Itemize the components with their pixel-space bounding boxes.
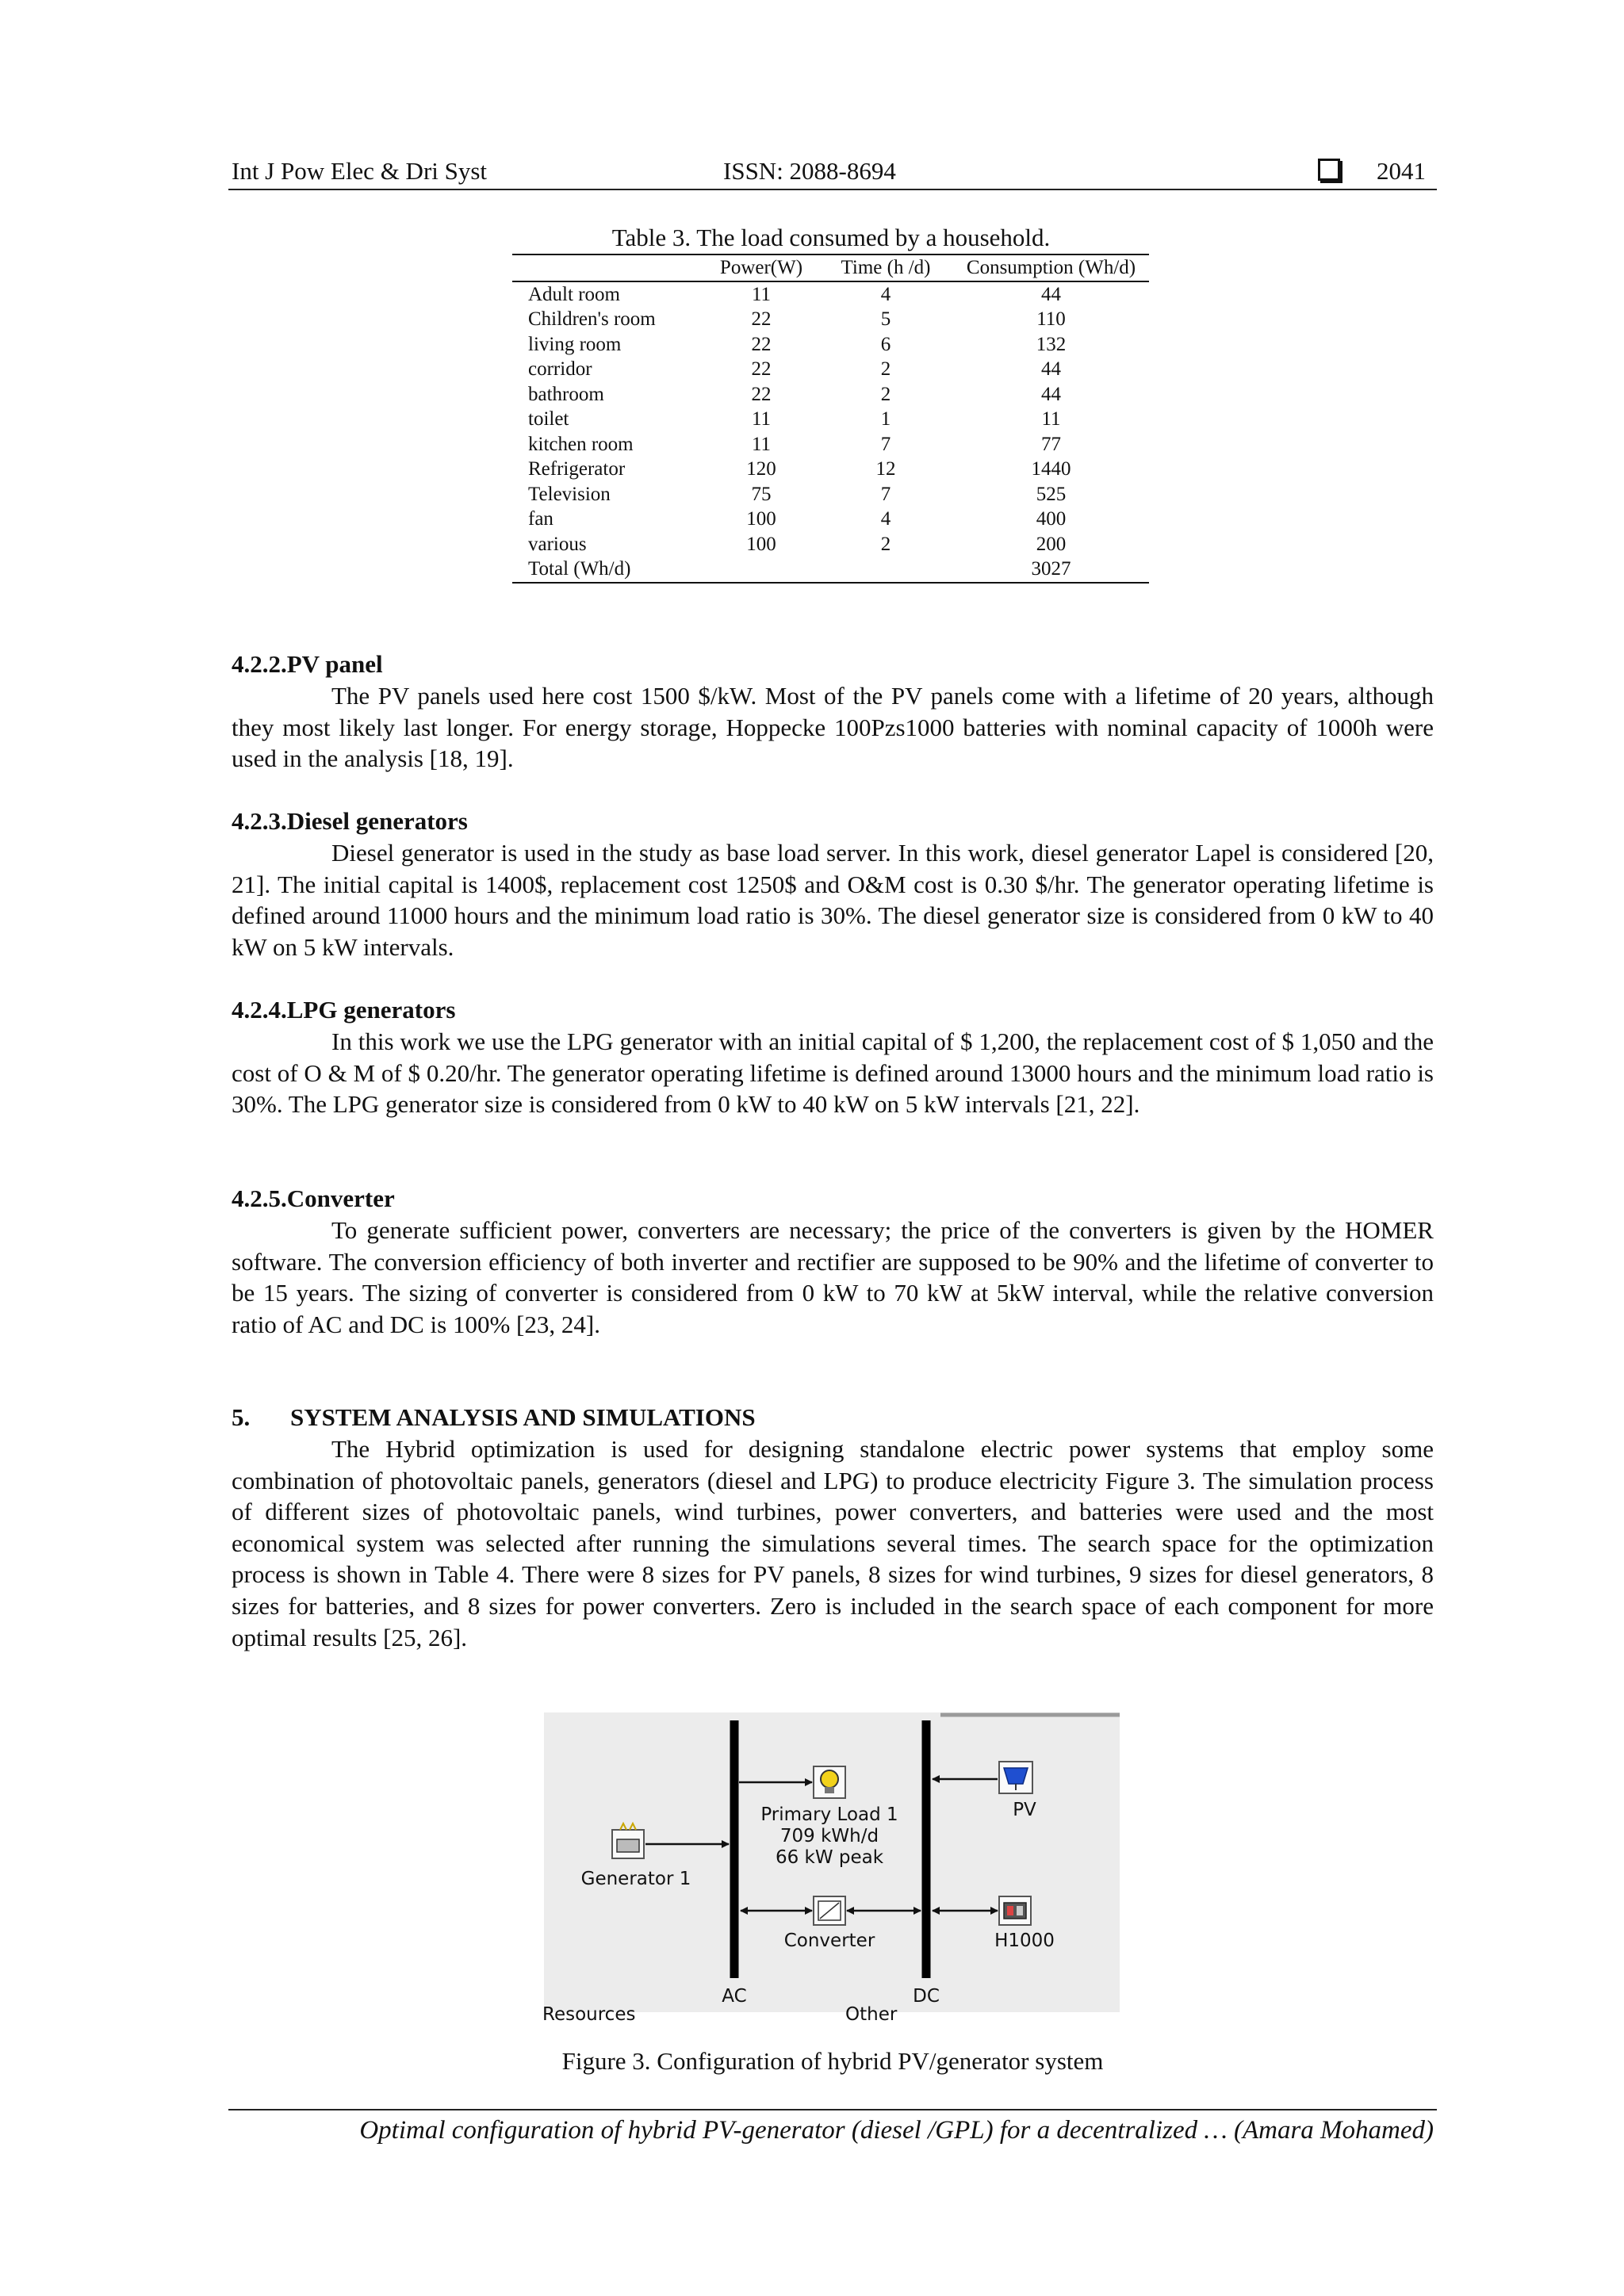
table-cell: 11 bbox=[751, 283, 772, 305]
table-cell: 120 bbox=[746, 458, 776, 480]
section-title: SYSTEM ANALYSIS AND SIMULATIONS bbox=[290, 1403, 756, 1431]
table-row bbox=[512, 507, 1149, 532]
table-cell: 22 bbox=[751, 358, 772, 380]
paragraph-analysis: The Hybrid optimization is used for designing standalone electric power systems that employ some combination of photovoltaic panels, generators (diesel and LPG) to produce electricity Figure 3. The simulation process of different sizes of photovoltaic panels, wind turbines, power converters, and batteries were used and the most economical system was selected after running the simulations several times. The search space for the optimization process is shown in Table 4. There were 8 sizes for PV panels, 8 sizes for wind turbines, 9 sizes for diesel generators, 8 sizes for batteries, and 8 sizes for power converters. Zero is included in the search space of each component for more optimal results [25, 26]. bbox=[232, 1435, 1434, 1651]
section-heading-converter: 4.2.5.Converter bbox=[232, 1184, 395, 1212]
table-cell: 11 bbox=[751, 433, 772, 455]
footer-rule bbox=[228, 2109, 1437, 2110]
table-row bbox=[512, 281, 1149, 308]
table-cell: 2 bbox=[880, 533, 891, 555]
table-cell: 6 bbox=[880, 333, 891, 355]
table-cell: 100 bbox=[746, 508, 776, 530]
row-label: corridor bbox=[528, 358, 592, 380]
figure-3-diagram bbox=[542, 1712, 1120, 2025]
figure-caption: Figure 3. Configuration of hybrid PV/generator system bbox=[561, 2047, 1104, 2075]
table-row bbox=[512, 407, 1149, 432]
table-cell: 132 bbox=[1036, 333, 1067, 355]
table-cell: 110 bbox=[1036, 308, 1066, 330]
issn: ISSN: 2088-8694 bbox=[723, 157, 896, 185]
table-cell: 11 bbox=[751, 408, 772, 430]
load-energy-label: 709 kWh/d bbox=[779, 1826, 879, 1846]
table-cell: 77 bbox=[1041, 433, 1061, 455]
table-cell: 525 bbox=[1036, 483, 1067, 505]
journal-name: Int J Pow Elec & Dri Syst bbox=[232, 157, 488, 185]
row-label: fan bbox=[528, 508, 553, 530]
section-heading-diesel: 4.2.3.Diesel generators bbox=[232, 807, 468, 835]
table-cell: 44 bbox=[1041, 383, 1061, 405]
table-cell: 1440 bbox=[1031, 458, 1071, 480]
row-label: kitchen room bbox=[528, 433, 634, 455]
other-label-cut: Other bbox=[845, 2004, 898, 2025]
table-cell: 2 bbox=[880, 358, 891, 380]
table-row bbox=[512, 482, 1149, 507]
header-rule bbox=[228, 189, 1437, 190]
header-box-icon bbox=[1318, 155, 1340, 187]
converter-icon bbox=[814, 1896, 845, 1925]
table-cell: 7 bbox=[880, 433, 891, 455]
row-label: Children's room bbox=[528, 308, 656, 330]
table-caption: Table 3. The load consumed by a household. bbox=[611, 224, 1051, 251]
table-cell bbox=[818, 557, 953, 583]
table-cell: 22 bbox=[751, 383, 772, 405]
row-label: various bbox=[528, 533, 587, 555]
table-cell: 1 bbox=[880, 408, 891, 430]
table-row bbox=[512, 432, 1149, 457]
pv-panel-icon bbox=[999, 1762, 1032, 1793]
paragraph-converter: To generate sufficient power, converters are necessary; the price of the converters is given by the HOMER software. The conversion efficiency of both inverter and rectifier are supposed to be 90% and the lifetime of converter to be 15 years. The sizing of converter is considered from 0 kW to 70 kW at 5kW interval, while the relative conversion ratio of AC and DC is 100% [23, 24]. bbox=[232, 1216, 1434, 1338]
table-cell: 2 bbox=[880, 383, 891, 405]
section-heading-pv: 4.2.2.PV panel bbox=[232, 650, 383, 678]
battery-label: H1000 bbox=[994, 1931, 1055, 1951]
paragraph-lpg: In this work we use the LPG generator with an initial capital of $ 1,200, the replacement cost of $ 1,050 and the cost of O & M of $ 0.20/hr. The generator operating lifetime is defined around 13000 hours and the minimum load ratio is 30%. The LPG generator size is considered from 0 kW to 40 kW on 5 kW intervals [21, 22]. bbox=[232, 1027, 1434, 1119]
page-number: 2041 bbox=[1377, 157, 1426, 185]
pv-label: PV bbox=[1013, 1800, 1036, 1820]
table-cell: 3027 bbox=[953, 557, 1149, 583]
table-cell: 5 bbox=[880, 308, 891, 330]
table-cell: 44 bbox=[1041, 283, 1061, 305]
column-header: Power(W) bbox=[704, 254, 818, 281]
table-cell: 11 bbox=[1041, 408, 1061, 430]
table-row bbox=[512, 532, 1149, 557]
generator-label: Generator 1 bbox=[580, 1869, 691, 1889]
section-heading-analysis bbox=[232, 1402, 756, 1433]
table-row bbox=[512, 557, 1149, 583]
ac-bus-label: AC bbox=[722, 1986, 747, 2007]
row-label: Television bbox=[528, 483, 611, 505]
row-label: toilet bbox=[528, 408, 569, 430]
table-cell: 200 bbox=[1036, 533, 1067, 555]
load-peak-label: 66 kW peak bbox=[775, 1847, 884, 1868]
table-row bbox=[512, 357, 1149, 382]
table-cell: 22 bbox=[751, 333, 772, 355]
table-cell: 4 bbox=[880, 508, 891, 530]
row-label: bathroom bbox=[528, 383, 604, 405]
table-row bbox=[512, 382, 1149, 408]
dc-bus-label: DC bbox=[913, 1986, 940, 2007]
column-header: Consumption (Wh/d) bbox=[953, 254, 1149, 281]
load-table bbox=[512, 254, 1149, 584]
table-cell: 4 bbox=[880, 283, 891, 305]
table-cell: 22 bbox=[751, 308, 772, 330]
generator-icon bbox=[612, 1823, 644, 1858]
row-label: living room bbox=[528, 333, 622, 355]
column-header bbox=[512, 254, 704, 281]
table-cell: 44 bbox=[1041, 358, 1061, 380]
lightbulb-icon bbox=[814, 1766, 845, 1798]
paragraph-pv: The PV panels used here cost 1500 $/kW. Most of the PV panels come with a lifetime of 20 years, although they most likely last longer. For energy storage, Hoppecke 100Pzs1000 batteries with nominal capacity of 1000h were used in the analysis [18, 19]. bbox=[232, 682, 1434, 773]
row-label: Adult room bbox=[528, 283, 620, 305]
resources-label-cut: Resources bbox=[542, 2004, 636, 2025]
table-row bbox=[512, 332, 1149, 358]
converter-label: Converter bbox=[783, 1931, 875, 1951]
table-cell: 100 bbox=[746, 533, 776, 555]
row-label: Refrigerator bbox=[528, 458, 626, 480]
table-cell: 12 bbox=[875, 458, 896, 480]
table-cell: 7 bbox=[880, 483, 891, 505]
section-number: 5. bbox=[232, 1403, 251, 1431]
row-label: Total (Wh/d) bbox=[512, 557, 704, 583]
battery-icon bbox=[999, 1896, 1031, 1925]
section-heading-lpg: 4.2.4.LPG generators bbox=[232, 996, 456, 1024]
table-header-row bbox=[512, 254, 1149, 281]
footer-text: Optimal configuration of hybrid PV-generator (diesel /GPL) for a decentralized … (Amara Mohamed) bbox=[359, 2116, 1434, 2145]
table-cell: 400 bbox=[1036, 508, 1067, 530]
load-name-label: Primary Load 1 bbox=[760, 1804, 898, 1825]
table-cell bbox=[704, 557, 818, 583]
column-header: Time (h /d) bbox=[818, 254, 953, 281]
table-cell: 75 bbox=[751, 483, 772, 505]
table-row bbox=[512, 457, 1149, 482]
paragraph-diesel: Diesel generator is used in the study as base load server. In this work, diesel generator Lapel is considered [20, 21]. The initial capital is 1400$, replacement cost 1250$ and O&M cost is 0.30 $/hr. The generator operating lifetime is defined around 11000 hours and the minimum load ratio is 30%. The diesel generator size is considered from 0 kW to 40 kW on 5 kW intervals. bbox=[232, 839, 1434, 961]
table-row bbox=[512, 307, 1149, 332]
